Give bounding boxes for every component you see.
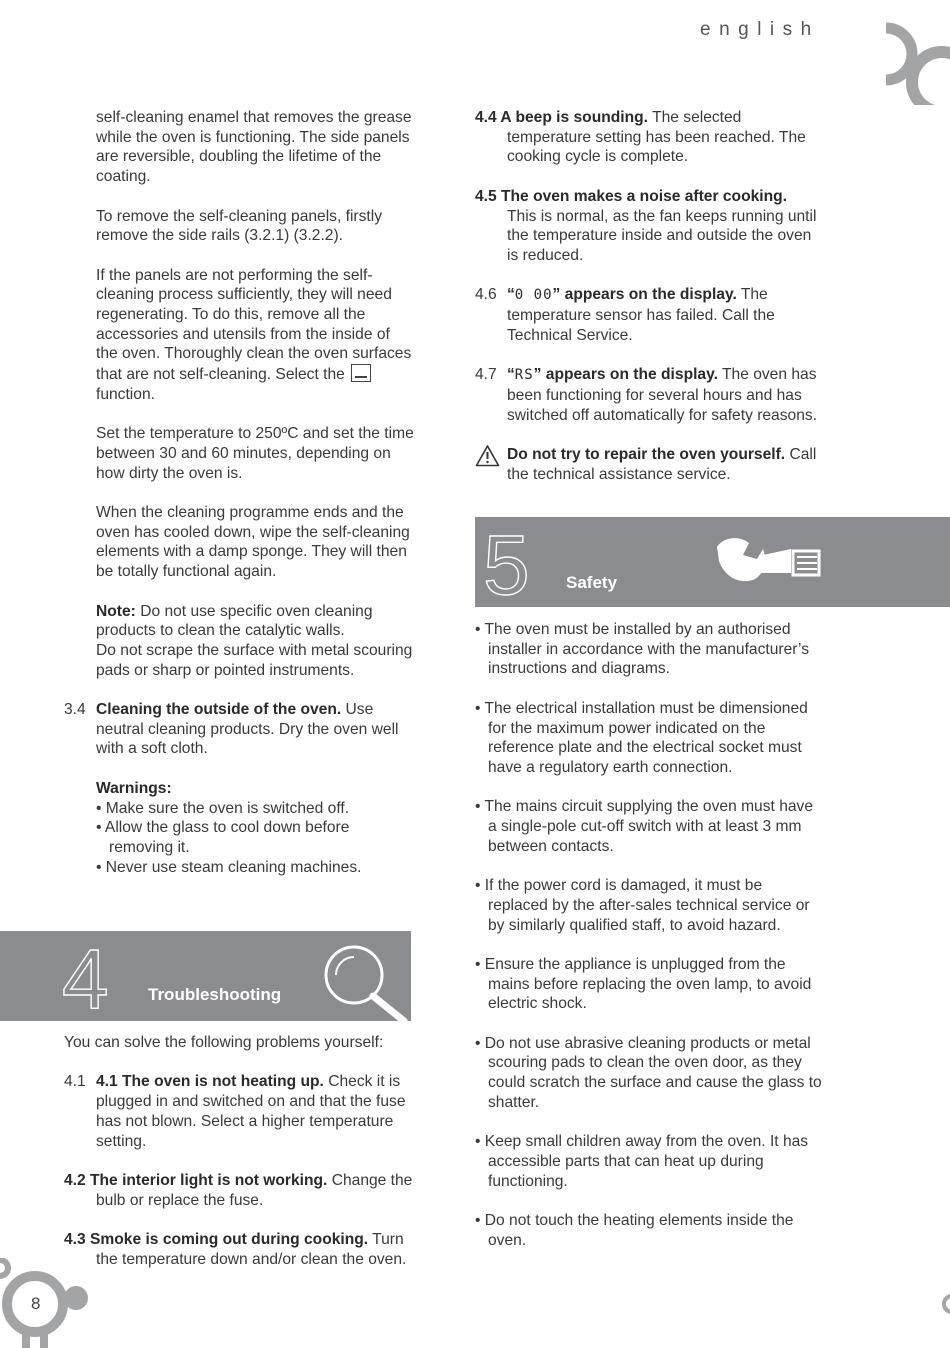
- paragraph: [64, 266, 414, 405]
- item-text: The oven has been functioning for several hours and has switched off automatically for safety reasons.: [507, 366, 818, 424]
- item-4-1: [64, 1072, 414, 1151]
- warnings-heading: [64, 779, 414, 799]
- troubleshooting-text: [64, 1033, 414, 1269]
- paragraph: When the cleaning programme ends and the oven has cooled down, wipe the self-cleaning elements with a damp sponge. They will then be totally functional again.: [96, 504, 410, 581]
- item-text: This is normal, as the fan keeps running until the temperature inside and outside the oven is reduced.: [507, 207, 817, 264]
- section-heading: Cleaning the outside of the oven.: [96, 701, 342, 718]
- repair-warning: [475, 445, 825, 484]
- list-item: • Ensure the appliance is unplugged from the mains before replacing the oven lamp, to avoid electric shock.: [475, 955, 812, 1013]
- item-heading: ” appears on the display.: [533, 366, 718, 384]
- list-item: • Allow the glass to cool down before removing it.: [96, 819, 350, 856]
- item-number: 4.1: [64, 1073, 86, 1091]
- note-paragraph: [64, 602, 414, 681]
- item-4-5: [475, 187, 825, 207]
- list-item: • Do not touch the heating elements inside the oven.: [475, 1211, 794, 1249]
- item-4-4: [475, 108, 825, 167]
- list-item: • Do not use abrasive cleaning products or metal scouring pads to clean the oven door, as they could scratch the surface and cause the glass to shatter.: [475, 1034, 822, 1111]
- item-heading: 4.3 Smoke is coming out during cooking.: [64, 1230, 369, 1248]
- list-item: • Keep small children away from the oven. It has accessible parts that can heat up during functioning.: [475, 1133, 809, 1190]
- item-heading-quote: “: [507, 366, 515, 384]
- item-heading: 4.4 A beep is sounding.: [475, 109, 649, 126]
- item-heading: 4.5 The oven makes a noise after cooking.: [475, 187, 787, 205]
- list-item: • The mains circuit supplying the oven must have a single-pole cut-off switch with at least 3 mm between contacts.: [475, 798, 814, 855]
- list-item: • Never use steam cleaning machines.: [96, 858, 362, 876]
- item-4-7: [475, 365, 825, 425]
- section-5-header-bar: [475, 517, 950, 612]
- item-heading-quote: “: [507, 286, 515, 304]
- item-number: 4.6: [475, 286, 497, 304]
- self-clean-function-icon: [351, 364, 371, 382]
- section-number: 3.4: [64, 701, 86, 718]
- display-code: 0 00: [514, 287, 553, 304]
- decorative-circles-top: [880, 20, 950, 105]
- paragraph-text: If the panels are not performing the self-cleaning process sufficiently, they will need regenerating. To do this, remove all the accessories and utensils from the inside of the oven. Thoroughly clean the oven surfaces that are not self-cleaning. Select the: [96, 266, 412, 384]
- item-heading: 4.1 The oven is not heating up.: [96, 1073, 324, 1091]
- intro-text: You can solve the following problems yourself:: [64, 1034, 384, 1051]
- paragraph: Set the temperature to 250ºC and set the time between 30 and 60 minutes, depending on how dirty the oven is.: [96, 425, 414, 482]
- warnings-label: Warnings:: [96, 779, 172, 797]
- list-item: • If the power cord is damaged, it must be replaced by the after-sales technical service or by similarly qualified staff, to avoid hazard.: [475, 877, 810, 934]
- section-title: Troubleshooting: [148, 985, 282, 1004]
- section-title: Safety: [566, 573, 618, 592]
- item-heading: 4.2 The interior light is not working.: [64, 1171, 328, 1189]
- note-text: Do not use specific oven cleaning products to clean the catalytic walls.: [96, 602, 373, 640]
- wrench-screwdriver-icon: [713, 533, 821, 593]
- warnings-list: [64, 799, 414, 878]
- section-3-4: [64, 700, 414, 759]
- warning-heading: Do not try to repair the oven yourself.: [507, 445, 786, 463]
- section-text: Use neutral cleaning products. Dry the oven well with a soft cloth.: [96, 701, 399, 758]
- list-item: • The oven must be installed by an authorised installer in accordance with the manufacturer’s instructions and diagrams.: [475, 621, 809, 678]
- list-item: • The electrical installation must be dimensioned for the maximum power indicated on the reference plate and the electrical socket must have a regulatory earth connection.: [475, 699, 808, 776]
- paragraph-text: function.: [96, 385, 155, 403]
- section-4-header-bar: [0, 931, 411, 1026]
- language-label: english: [700, 19, 820, 40]
- item-text: Change the bulb or replace the fuse.: [96, 1171, 413, 1209]
- item-4-6: [475, 285, 825, 345]
- item-heading: ” appears on the display.: [552, 286, 737, 304]
- section-number: 4: [62, 932, 109, 1026]
- right-column-text: [475, 108, 825, 484]
- left-column-text: [64, 108, 414, 877]
- decorative-circles-bottom: [0, 1258, 100, 1348]
- list-item: • Make sure the oven is switched off.: [96, 799, 350, 817]
- item-number: 4.7: [475, 366, 497, 384]
- warning-triangle-icon: [475, 444, 500, 467]
- note-text: Do not scrape the surface with metal scouring pads or sharp or pointed instruments.: [96, 641, 413, 679]
- item-text: Check it is plugged in and switched on and that the fuse has not blown. Select a higher temperature setting.: [96, 1073, 406, 1150]
- item-text: Turn the temperature down and/or clean the oven.: [96, 1230, 407, 1268]
- section-number: 5: [483, 518, 530, 612]
- safety-list: [475, 620, 825, 1250]
- warning-text: Call the technical assistance service.: [507, 445, 817, 483]
- paragraph: self-cleaning enamel that removes the grease while the oven is functioning. The side panels are reversible, doubling the lifetime of the coating.: [96, 109, 412, 186]
- item-text: The selected temperature setting has been reached. The cooking cycle is complete.: [507, 109, 806, 166]
- paragraph: To remove the self-cleaning panels, firstly remove the side rails (3.2.1) (3.2.2).: [96, 207, 383, 245]
- item-4-3: [64, 1230, 414, 1269]
- page-number: 8: [31, 1294, 41, 1313]
- note-label: Note:: [96, 602, 136, 620]
- display-code: RS: [514, 367, 534, 384]
- item-4-2: [64, 1171, 414, 1210]
- item-text: The temperature sensor has failed. Call the Technical Service.: [507, 286, 775, 344]
- decorative-edge-circle: [940, 1292, 950, 1316]
- magnifier-icon: [318, 939, 411, 1021]
